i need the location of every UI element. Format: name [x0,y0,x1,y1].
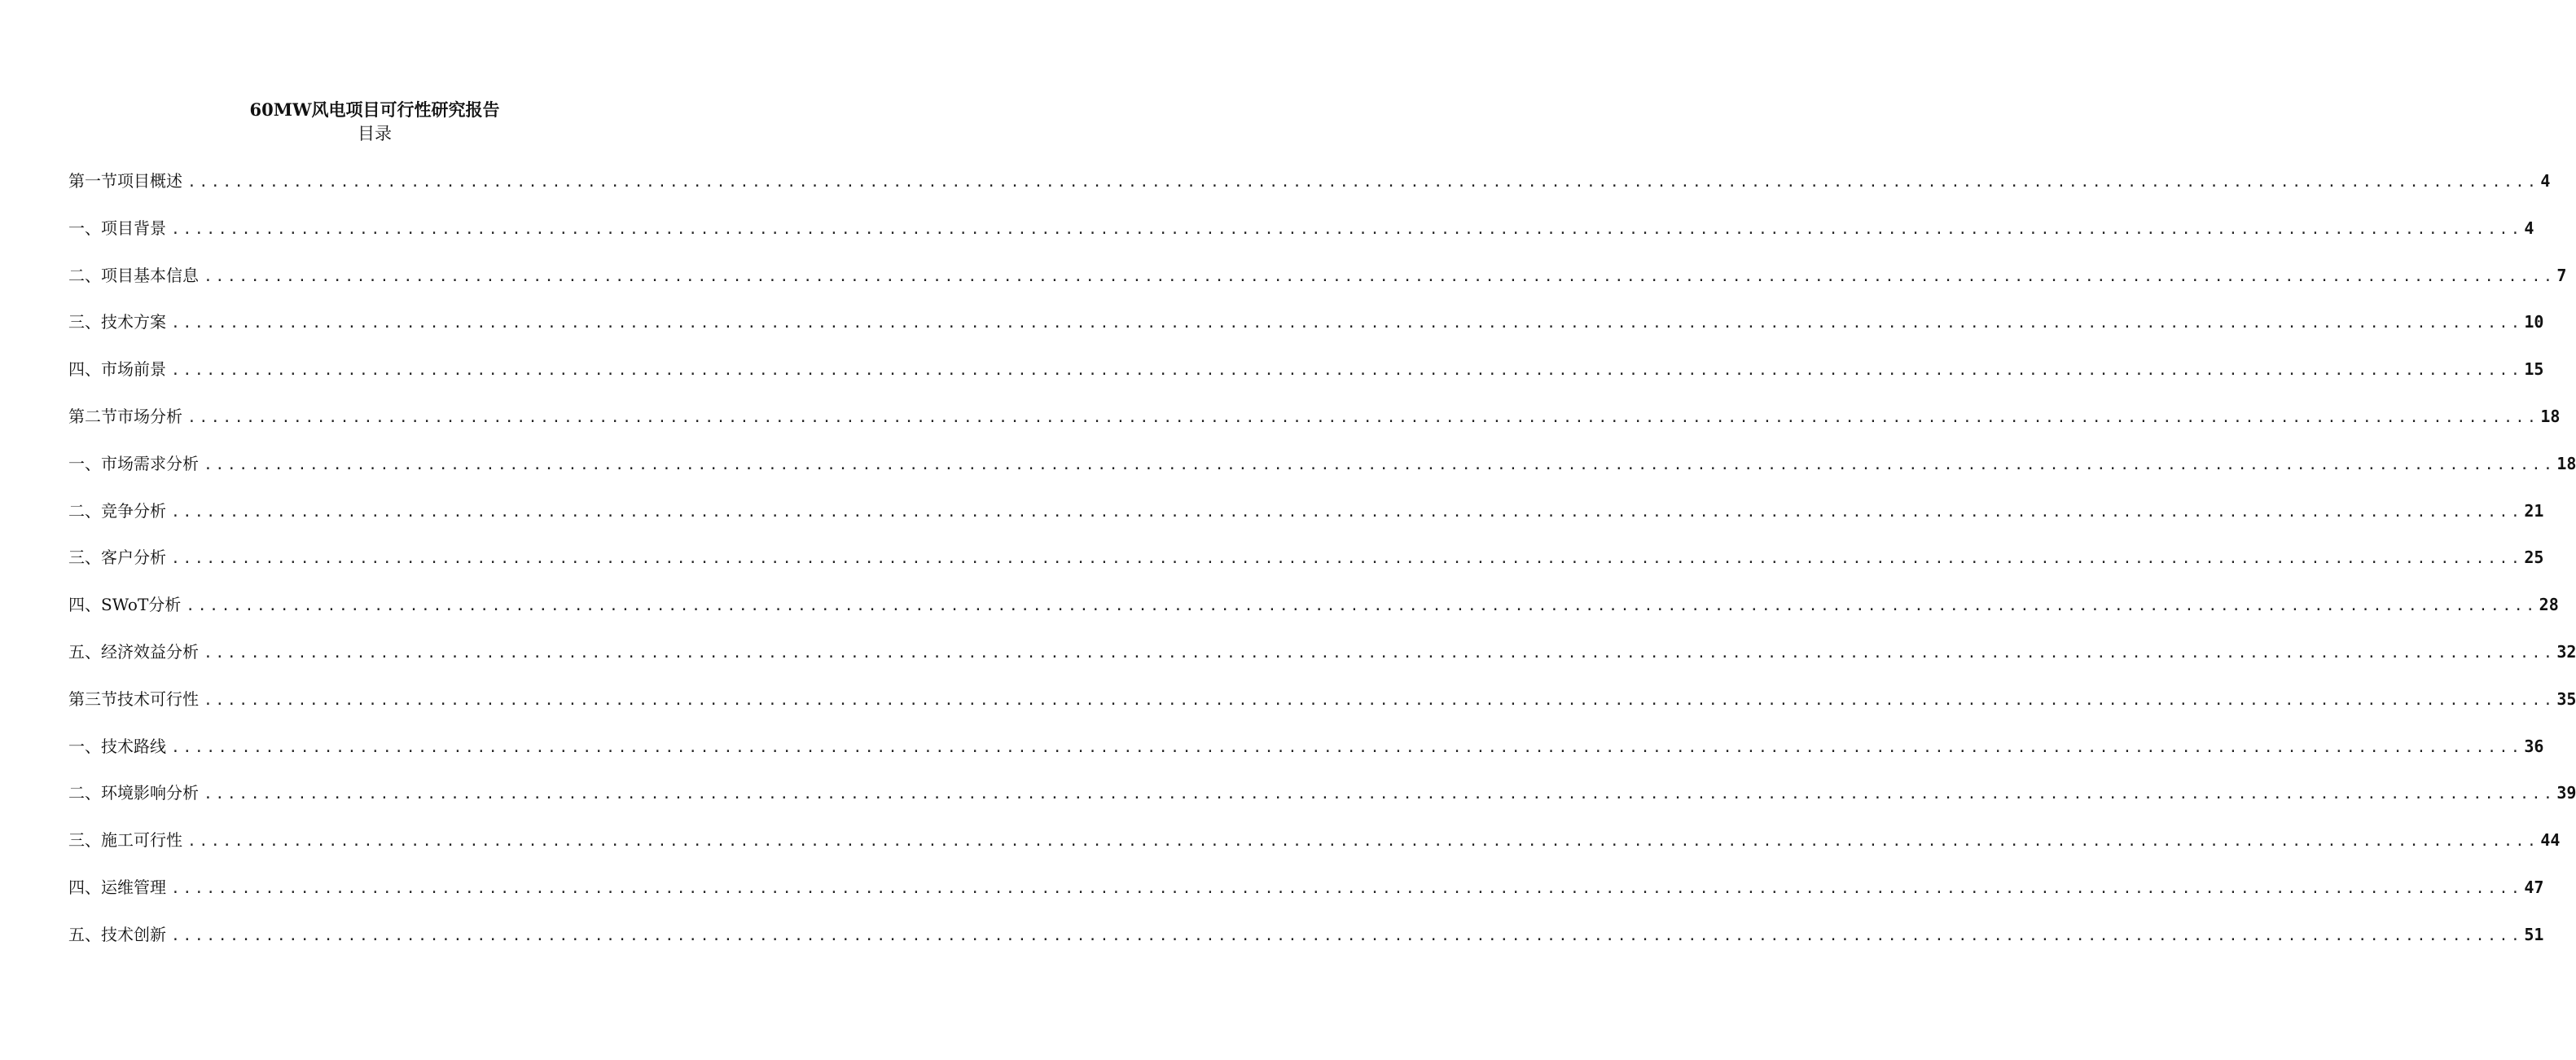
toc-entry-label: 四、市场前景 [68,359,166,380]
toc-entry-page: 7 [2556,265,2567,285]
toc-dot-leader: ........................................................................................................................................................................................................ [171,879,2523,897]
toc-entry-page: 21 [2524,500,2544,521]
toc-entry-label: 一、市场需求分析 [68,453,199,473]
toc-entry-page: 28 [2539,595,2559,615]
toc-entry-label: 五、技术创新 [68,924,166,944]
toc-entry[interactable] [68,688,2576,735]
toc-heading: 目录 [358,124,392,143]
toc-entry[interactable] [68,829,2561,876]
toc-entry-label: 第二节市场分析 [68,406,182,426]
toc-entry[interactable] [68,264,2567,311]
toc-dot-leader: ........................................................................................................................................................................................................ [171,738,2523,756]
toc-dot-leader: ........................................................................................................................................................................................................ [171,503,2523,521]
toc-entry-page: 32 [2556,641,2576,662]
toc-entry-label: 三、技术方案 [68,312,166,332]
toc-entry-page: 39 [2556,783,2576,803]
toc-entry-label: 四、SWoT分析 [68,595,182,615]
toc-entry-label: 一、技术路线 [68,736,166,756]
toc-entry-label: 四、运维管理 [68,877,166,897]
toc-entry-label: 三、施工可行性 [68,830,182,851]
toc-dot-leader: ........................................................................................................................................................................................................ [187,408,2539,426]
toc-entry[interactable] [68,499,2544,547]
toc-entry-page: 18 [2540,406,2561,426]
toc-dot-leader: ........................................................................................................................................................................................................ [204,455,2556,473]
toc-entry-label: 第三节技术可行性 [68,688,199,709]
toc-entry-label: 第一节项目概述 [68,171,182,191]
toc-dot-leader: ........................................................................................................................................................................................................ [171,926,2523,944]
toc-entry[interactable] [68,640,2576,688]
toc-entry-page: 44 [2540,830,2561,851]
toc-entry-page: 36 [2524,736,2544,756]
toc-dot-leader: ........................................................................................................................................................................................................ [204,785,2556,803]
toc-entry[interactable] [68,358,2544,405]
toc-dot-leader: ........................................................................................................................................................................................................ [204,691,2556,709]
toc-entry-page: 35 [2556,688,2576,709]
toc-dot-leader: ........................................................................................................................................................................................................ [186,597,2538,615]
toc-entry-label: 二、项目基本信息 [68,265,199,285]
toc-entry-page: 18 [2556,453,2576,473]
document-title: 60MW风电项目可行性研究报告 [249,99,500,120]
toc-entry-label: 三、客户分析 [68,548,166,568]
toc-dot-leader: ........................................................................................................................................................................................................ [171,220,2523,238]
toc-entry-page: 15 [2524,359,2544,380]
toc-dot-leader: ........................................................................................................................................................................................................ [204,644,2556,662]
toc-entry[interactable] [68,923,2544,970]
toc-entry[interactable] [68,169,2551,217]
toc-dot-leader: ........................................................................................................................................................................................................ [171,314,2523,332]
toc-dot-leader: ........................................................................................................................................................................................................ [171,362,2523,380]
toc-entry[interactable] [68,781,2576,829]
table-of-contents [68,169,2576,970]
toc-entry-page: 47 [2524,877,2544,897]
toc-entry-label: 二、环境影响分析 [68,783,199,803]
toc-entry[interactable] [68,405,2561,452]
toc-entry-page: 4 [2540,171,2551,191]
toc-entry-page: 25 [2524,548,2544,568]
toc-entry[interactable] [68,310,2544,358]
toc-entry[interactable] [68,217,2534,264]
toc-dot-leader: ........................................................................................................................................................................................................ [204,267,2556,285]
toc-dot-leader: ........................................................................................................................................................................................................ [187,833,2539,851]
toc-entry[interactable] [68,593,2559,640]
toc-entry[interactable] [68,876,2544,923]
toc-dot-leader: ........................................................................................................................................................................................................ [187,174,2539,191]
toc-entry-page: 51 [2524,924,2544,944]
toc-entry-label: 一、项目背景 [68,218,166,238]
toc-entry-label: 五、经济效益分析 [68,641,199,662]
toc-entry-label: 二、竞争分析 [68,500,166,521]
toc-entry[interactable] [68,546,2544,593]
toc-entry-page: 4 [2524,218,2534,238]
toc-entry[interactable] [68,735,2544,782]
toc-dot-leader: ........................................................................................................................................................................................................ [171,550,2523,568]
toc-entry[interactable] [68,452,2576,499]
toc-entry-page: 10 [2524,312,2544,332]
